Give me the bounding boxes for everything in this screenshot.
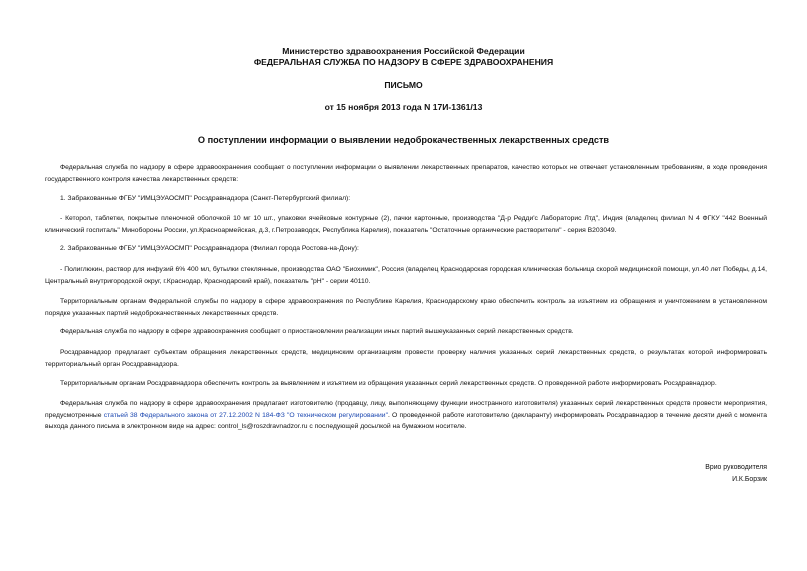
paragraph-6: Территориальным органам Федеральной службы по надзору в сфере здравоохранения по Республике Карелия, Краснодарскому краю обеспечить контроль за изъятием из обращения и уничтожением в установленном порядке указанных партий недоброкачественных лекарственных средств. (45, 298, 767, 317)
doc-date-number: от 15 ноября 2013 года N 17И-1361/13 (324, 102, 483, 112)
paragraph-1: Федеральная служба по надзору в сфере здравоохранения сообщает о поступлении информации о выявлении лекарственных препаратов, качество которых не отвечает установленным требованиям, в ходе проведения государственного контроля качества лекарственных средств: (45, 164, 767, 183)
doc-type: ПИСЬМО (384, 80, 423, 90)
service-name: ФЕДЕРАЛЬНАЯ СЛУЖБА ПО НАДЗОРУ В СФЕРЕ ЗДРАВООХРАНЕНИЯ (253, 57, 554, 67)
signature-position: Врио руководителя (705, 464, 767, 471)
ministry-name: Министерство здравоохранения Российской Федерации (282, 46, 525, 56)
paragraph-9: Территориальным органам Росздравнадзора обеспечить контроль за выявлением и изъятием из обращения указанных серий лекарственных средств. О проведенной работе информировать Росздравнадзор. (60, 380, 717, 387)
paragraph-2: 1. Забракованные ФГБУ "ИМЦЭУАОСМП" Росздравнадзора (Санкт-Петербургский филиал): (60, 195, 351, 202)
signature-block (705, 462, 767, 485)
paragraph-10: Федеральная служба по надзору в сфере здравоохранения предлагает изготовителю (продавцу, лицу, выполняющему функции иностранного изготовителя) указанных серий лекарственных средств провести мероприятия, предусмотренные статьей 38 Федерального закона от 27.12.2002 N 184-ФЗ "О техническом регулировании". О проведенной работе изготовителю (декларанту) информировать Росздравнадзор в течение десяти дней с момента выхода данного письма в электронном виде на адрес: control_ls@roszdravnadzor.ru с последующей досылкой на бумажном носителе. (45, 400, 767, 430)
document-header (0, 46, 807, 68)
signature-name: И.К.Борзик (732, 475, 767, 483)
law-article-link[interactable]: статьей 38 Федерального закона от 27.12.2002 N 184-ФЗ "О техническом регулировании" (103, 411, 388, 419)
paragraph-5: - Полиглюкин, раствор для инфузий 6% 400 мл, бутылки стеклянные, производства ОАО "Биохимик", Россия (владелец Краснодарская городская клиническая больница скорой медицинской помощи, ул.40 лет Победы, д.14, Центральный внутригородской округ, г.Краснодар, Краснодарский край), показатель "рН" - серии 40110. (45, 266, 767, 285)
paragraph-7: Федеральная служба по надзору в сфере здравоохранения сообщает о приостановлении реализации иных партий вышеуказанных серий лекарственных средств. (60, 328, 574, 335)
paragraph-3: - Кеторол, таблетки, покрытые пленочной оболочкой 10 мг 10 шт., упаковки ячейковые контурные (2), пачки картонные, производства "Д-р Редди'с Лабораторис Лтд", Индия (владелец филиал N 4 ФГКУ "442 Военный клинический госпиталь" Минобороны России, ул.Красноармейская, д.3, г.Петрозаводск, Республика Карелия), показатель "Остаточные органические растворители" - серия В203049. (45, 215, 767, 234)
page-title: О поступлении информации о выявлении недоброкачественных лекарственных средств (197, 135, 610, 145)
paragraph-8: Росздравнадзор предлагает субъектам обращения лекарственных средств, медицинским организациям провести проверку наличия указанных серий лекарственных средств, о результатах которой информировать территориальный орган Росздравнадзора. (45, 349, 767, 368)
paragraph-4: 2. Забракованные ФГБУ "ИМЦЭУАОСМП" Росздравнадзора (Филиал города Ростова-на-Дону): (60, 245, 359, 252)
